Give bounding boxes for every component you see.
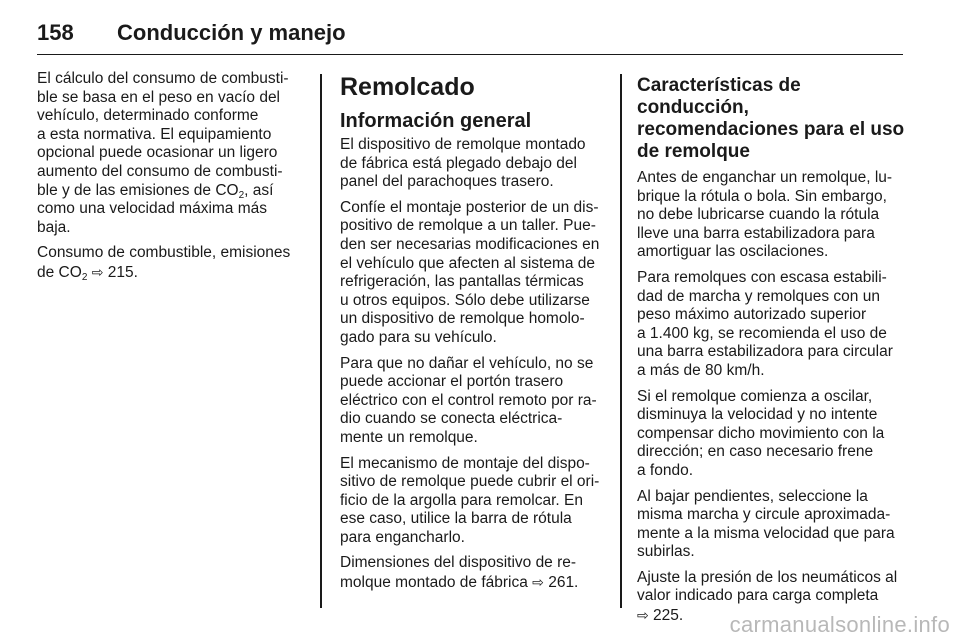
paragraph xyxy=(637,269,903,381)
text-line: a fondo. xyxy=(637,461,694,479)
heading-line: recomendaciones para el uso xyxy=(637,119,905,140)
text-line: puede accionar el portón trasero xyxy=(340,373,564,391)
text-line: compensar dicho movimiento con la xyxy=(637,424,885,442)
text-line: disminuya la velocidad y no intente xyxy=(637,406,878,424)
text-line: un dispositivo de remolque homolo- xyxy=(340,310,585,328)
text-line: u otros equipos. Sólo debe utilizarse xyxy=(340,291,590,309)
subheading-general-info: Información general xyxy=(340,110,532,132)
text-line: una barra estabilizadora para circular xyxy=(637,343,893,361)
page-header xyxy=(37,12,903,55)
text-line: panel del parachoques trasero. xyxy=(340,173,554,191)
text-line: El dispositivo de remolque montado xyxy=(340,136,586,153)
text-line: como una velocidad máxima más xyxy=(37,200,268,218)
text-line: amortiguar las oscilaciones. xyxy=(637,243,829,261)
subscript: 2 xyxy=(81,271,88,283)
heading-line: de remolque xyxy=(637,141,750,162)
text-line: ble se basa en el peso en vacío del xyxy=(37,88,281,106)
text-line: Para remolques con escasa estabili- xyxy=(637,268,887,286)
paragraph-consumption-ref xyxy=(37,244,303,282)
text-line: den ser necesarias modificaciones en xyxy=(340,235,600,253)
text-line: opcional puede ocasionar un ligero xyxy=(37,144,278,162)
text-line: a esta normativa. El equipamiento xyxy=(37,125,272,143)
text-line: valor indicado para carga completa xyxy=(637,587,879,605)
text-line: dirección; en caso necesario frene xyxy=(637,443,874,461)
text-line: gado para su vehículo. xyxy=(340,328,497,346)
paragraph xyxy=(340,455,606,548)
page-reference-arrow-icon[interactable]: ⇨ xyxy=(637,607,649,624)
text-fragment: de CO xyxy=(37,263,82,281)
paragraph xyxy=(340,199,606,348)
text-line xyxy=(37,263,303,283)
paragraph xyxy=(637,488,903,562)
text-line: El mecanismo de montaje del dispo- xyxy=(340,454,590,472)
text-line: dad de marcha y remolques con un xyxy=(637,287,880,305)
text-line: no debe lubricarse cuando la rótula xyxy=(637,206,880,224)
text-fragment: , así xyxy=(244,181,274,199)
heading-line: conducción, xyxy=(637,97,749,118)
paragraph xyxy=(637,388,903,481)
text-line: eléctrico con el control remoto por ra- xyxy=(340,391,597,409)
text-line: peso máximo autorizado superior xyxy=(637,306,867,324)
paragraph xyxy=(340,136,606,192)
text-line: Si el remolque comienza a oscilar, xyxy=(637,387,873,405)
text-line: sitivo de remolque puede cubrir el ori- xyxy=(340,473,600,491)
text-line: lleve una barra estabilizadora para xyxy=(637,224,875,242)
text-line: dio cuando se conecta eléctrica- xyxy=(340,410,563,428)
text-line: vehículo, determinado conforme xyxy=(37,107,259,125)
text-line: mente a la misma velocidad que para xyxy=(637,524,895,542)
text-line: para engancharlo. xyxy=(340,528,465,546)
paragraph xyxy=(340,355,606,448)
text-fragment: ble y de las emisiones de CO xyxy=(37,181,239,199)
page-reference-arrow-icon[interactable]: ⇨ xyxy=(532,574,544,591)
text-line: ese caso, utilice la barra de rótula xyxy=(340,510,572,528)
text-line: Ajuste la presión de los neumáticos al xyxy=(637,568,898,586)
text-line: el vehículo que afecten al sistema de xyxy=(340,254,596,272)
heading-line: Características de xyxy=(637,75,801,96)
text-line: de fábrica está plegado debajo del xyxy=(340,154,577,172)
column-1 xyxy=(37,70,303,290)
text-line: baja. xyxy=(37,218,71,236)
page-reference[interactable]: 261. xyxy=(543,574,579,592)
text-line: subirlas. xyxy=(637,543,695,561)
column-divider xyxy=(620,74,622,608)
text-line: a 1.400 kg, se recomienda el uso de xyxy=(637,324,887,342)
paragraph xyxy=(637,169,903,262)
subscript: 2 xyxy=(238,189,245,201)
page-reference[interactable]: 225. xyxy=(648,607,684,625)
page-number: 158 xyxy=(37,20,74,45)
chapter-title: Conducción y manejo xyxy=(117,20,346,45)
text-line: Consumo de combustible, emisiones xyxy=(37,244,291,262)
subheading-towing-tips xyxy=(637,75,903,163)
column-2 xyxy=(340,70,606,600)
page-reference-arrow-icon[interactable]: ⇨ xyxy=(91,263,104,280)
paragraph-fuel-consumption xyxy=(37,70,303,237)
page-reference[interactable]: 215. xyxy=(103,263,138,281)
text-line: El cálculo del consumo de combusti- xyxy=(37,70,289,87)
text-line: aumento del consumo de combusti- xyxy=(37,162,283,180)
text-line xyxy=(340,573,606,593)
text-line: Para que no dañar el vehículo, no se xyxy=(340,354,594,372)
text-line: a más de 80 km/h. xyxy=(637,361,765,379)
text-line: positivo de remolque a un taller. Pue- xyxy=(340,217,596,235)
watermark: carmanualsonline.info xyxy=(729,612,950,637)
text-line xyxy=(37,182,303,201)
text-line: Confíe el montaje posterior de un dis- xyxy=(340,198,599,216)
text-line: refrigeración, las pantallas térmicas xyxy=(340,273,584,291)
text-line: mente un remolque. xyxy=(340,428,478,446)
text-line: Dimensiones del dispositivo de re- xyxy=(340,554,577,572)
column-divider xyxy=(320,74,322,608)
text-line: misma marcha y circule aproximada- xyxy=(637,506,891,524)
text-line: Al bajar pendientes, seleccione la xyxy=(637,487,868,505)
text-line: brique la rótula o bola. Sin embargo, xyxy=(637,187,887,205)
paragraph xyxy=(340,554,606,592)
text-fragment: molque montado de fábrica xyxy=(340,574,533,592)
text-line: Antes de enganchar un remolque, lu- xyxy=(637,169,893,186)
column-3 xyxy=(637,70,903,633)
section-title: Remolcado xyxy=(340,73,475,101)
text-line: ficio de la argolla para remolcar. En xyxy=(340,491,583,509)
